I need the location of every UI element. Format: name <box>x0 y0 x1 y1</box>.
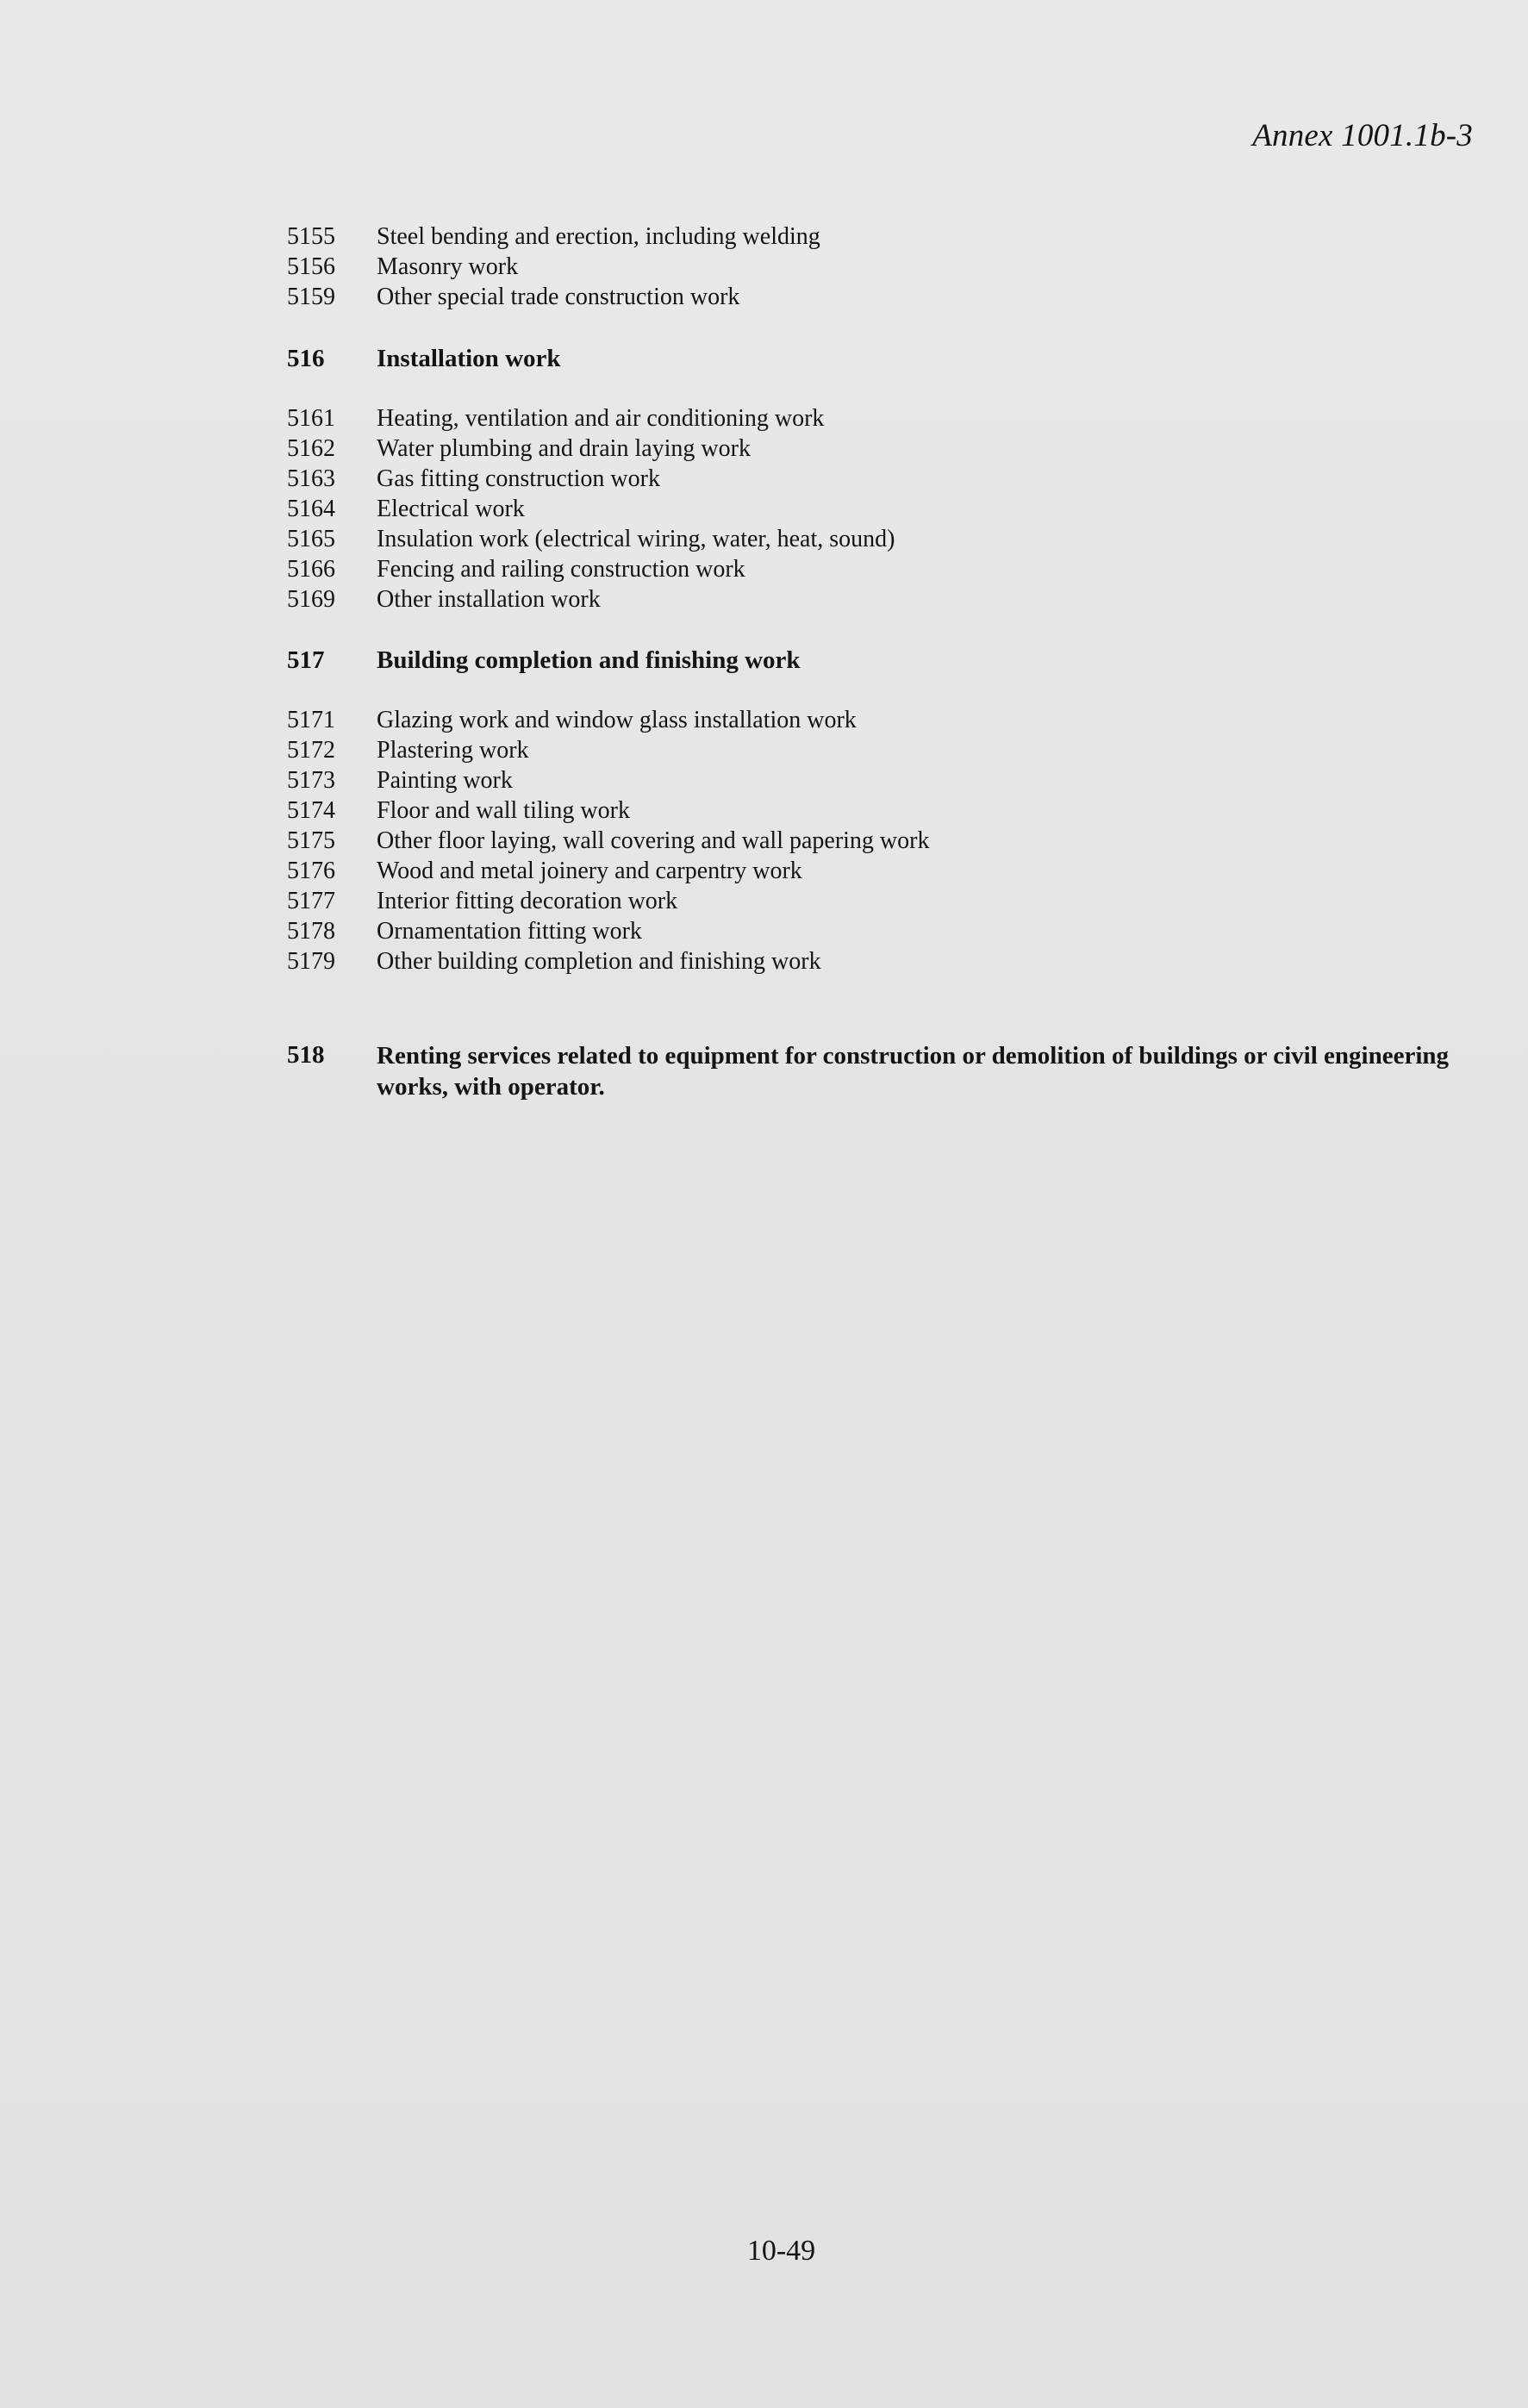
item-label: Heating, ventilation and air conditioning work <box>377 405 825 432</box>
item-code: 5166 <box>287 556 335 583</box>
list-item <box>287 494 895 524</box>
item-label: Insulation work (electrical wiring, water, heat, sound) <box>377 526 895 552</box>
annex-header: Annex 1001.1b-3 <box>1252 118 1473 153</box>
item-label: Wood and metal joinery and carpentry work <box>377 858 802 884</box>
item-code: 5171 <box>287 707 335 733</box>
section-code: 517 <box>287 646 325 674</box>
list-item <box>287 886 929 916</box>
list-item <box>287 735 929 765</box>
item-code: 5172 <box>287 737 335 764</box>
item-code: 5177 <box>287 888 335 914</box>
list-item <box>287 221 820 252</box>
section-code: 516 <box>287 345 325 372</box>
item-code: 5163 <box>287 465 335 492</box>
list-item <box>287 946 929 976</box>
section-code: 518 <box>287 1041 325 1069</box>
item-code: 5175 <box>287 827 335 854</box>
item-label: Water plumbing and drain laying work <box>377 435 751 462</box>
section-title: Renting services related to equipment for construction or demolition of buildings or civil engineering works, with operator. <box>377 1042 1449 1101</box>
item-label: Other special trade construction work <box>377 284 740 310</box>
list-item <box>287 554 895 584</box>
item-code: 5176 <box>287 858 335 884</box>
list-item <box>287 524 895 554</box>
item-code: 5161 <box>287 405 335 432</box>
item-label: Plastering work <box>377 737 529 764</box>
list-item <box>287 916 929 946</box>
item-label: Ornamentation fitting work <box>377 918 642 945</box>
list-item <box>287 282 820 312</box>
item-code: 5156 <box>287 253 335 280</box>
list-item <box>287 434 895 464</box>
item-label: Floor and wall tiling work <box>377 797 630 824</box>
item-code: 5159 <box>287 284 335 310</box>
list-item <box>287 464 895 494</box>
item-label: Interior fitting decoration work <box>377 888 678 914</box>
section-517-items <box>287 705 929 976</box>
item-label: Glazing work and window glass installation work <box>377 707 857 733</box>
item-code: 5174 <box>287 797 335 824</box>
item-code: 5179 <box>287 948 335 975</box>
item-code: 5169 <box>287 586 335 613</box>
item-label: Painting work <box>377 767 513 794</box>
list-item <box>287 856 929 886</box>
item-label: Other building completion and finishing work <box>377 948 821 975</box>
list-item <box>287 765 929 795</box>
section-516-items <box>287 403 895 614</box>
item-label: Other floor laying, wall covering and wall papering work <box>377 827 930 854</box>
item-label: Masonry work <box>377 253 519 280</box>
item-code: 5162 <box>287 435 335 462</box>
list-item <box>287 705 929 735</box>
section-title: Installation work <box>377 345 561 372</box>
item-code: 5178 <box>287 918 335 945</box>
item-code: 5173 <box>287 767 335 794</box>
page-number: 10-49 <box>746 2235 816 2267</box>
item-label: Gas fitting construction work <box>377 465 660 492</box>
section-517-heading <box>287 646 801 676</box>
list-item <box>287 403 895 434</box>
item-code: 5165 <box>287 526 335 552</box>
item-code: 5164 <box>287 496 335 522</box>
list-item <box>287 252 820 282</box>
list-item <box>287 584 895 614</box>
section-516-heading <box>287 344 561 374</box>
list-item <box>287 826 929 856</box>
item-label: Electrical work <box>377 496 525 522</box>
section-title: Building completion and finishing work <box>377 646 801 674</box>
item-label: Fencing and railing construction work <box>377 556 745 583</box>
item-code: 5155 <box>287 223 335 250</box>
group-515-items <box>287 221 820 312</box>
section-518-heading <box>287 1040 1454 1102</box>
item-label: Steel bending and erection, including welding <box>377 223 820 250</box>
list-item <box>287 795 929 826</box>
item-label: Other installation work <box>377 586 601 613</box>
